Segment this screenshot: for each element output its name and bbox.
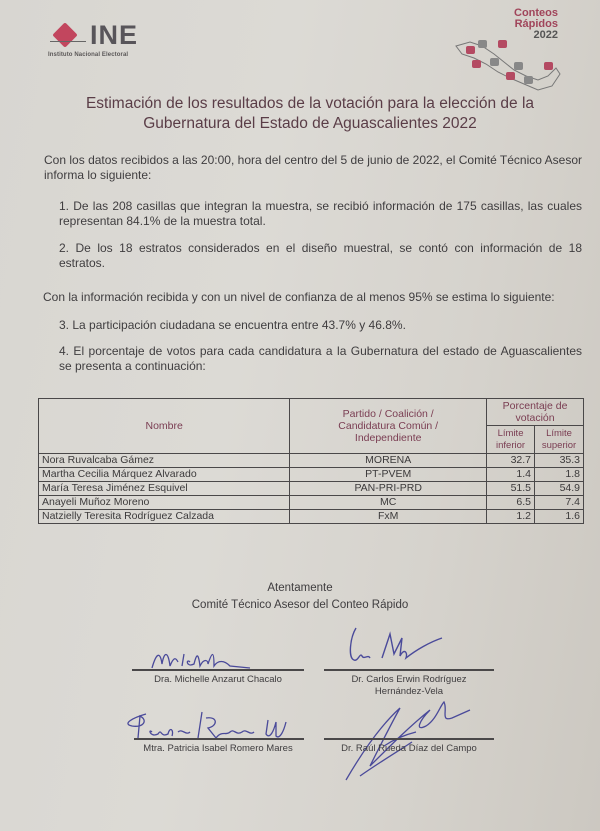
ine-subtitle: Instituto Nacional Electoral [48, 52, 129, 58]
limit-upper: 7.4 [535, 496, 584, 510]
limit-upper: 35.3 [535, 454, 584, 468]
table-row [39, 482, 584, 496]
candidate-party: MORENA [290, 454, 487, 468]
signature-raul [340, 696, 500, 786]
table-row [39, 468, 584, 482]
signature-line-3 [134, 738, 304, 740]
header-limite-inferior: Límite inferior [487, 426, 535, 454]
item-1-paragraph: 1. De las 208 casillas que integran la muestra, se recibió información de 175 casillas, las cuales representan 84.1% de la muestra total. [59, 199, 582, 228]
candidate-party: MC [290, 496, 487, 510]
limit-upper: 54.9 [535, 482, 584, 496]
candidate-name: María Teresa Jiménez Esquivel [39, 482, 290, 496]
header-nombre: Nombre [39, 399, 290, 454]
ine-acronym: INE [90, 20, 139, 50]
signatory-2-name-line1: Dr. Carlos Erwin Rodríguez [351, 674, 467, 685]
item-2-paragraph: 2. De los 18 estratos considerados en el diseño muestral, se contó con información de 18 estratos. [59, 241, 582, 270]
document-title [40, 94, 580, 134]
candidate-name: Nora Ruvalcaba Gámez [39, 454, 290, 468]
signature-patricia [118, 710, 318, 746]
item-3-paragraph: 3. La participación ciudadana se encuentra entre 43.7% y 46.8%. [59, 318, 406, 332]
candidate-party: PAN-PRI-PRD [290, 482, 487, 496]
title-line1: Estimación de los resultados de la votación para la elección de la [85, 95, 535, 112]
limit-lower: 32.7 [487, 454, 535, 468]
signatory-1-name: Dra. Michelle Anzarut Chacalo [154, 674, 282, 685]
signatory-4-name: Dr. Raúl Rueda Díaz del Campo [341, 743, 477, 754]
ine-logo [48, 20, 178, 60]
conteos-rapidos-logo [452, 8, 570, 88]
results-table [38, 398, 584, 524]
signature-line-2 [324, 669, 494, 671]
signature-line-1 [132, 669, 304, 671]
candidate-party: PT-PVEM [290, 468, 487, 482]
header-partido: Partido / Coalición / Candidatura Común / Independiente [290, 399, 487, 454]
conteos-line1: Conteos [514, 7, 558, 19]
signatory-2-name-line2: Hernández-Vela [374, 686, 444, 697]
title-line2: Gubernatura del Estado de Aguascalientes 2022 [143, 115, 477, 132]
intro-paragraph: Con los datos recibidos a las 20:00, hora del centro del 5 de junio de 2022, el Comité Técnico Asesor informa lo siguiente: [44, 153, 582, 182]
committee-name: Comité Técnico Asesor del Conteo Rápido [191, 599, 409, 611]
header-porcentaje: Porcentaje de votación [487, 399, 584, 426]
signatory-3-name: Mtra. Patricia Isabel Romero Mares [143, 743, 293, 754]
conteos-year: 2022 [533, 29, 558, 41]
table-row [39, 496, 584, 510]
limit-upper: 1.8 [535, 468, 584, 482]
signature-line-4 [324, 738, 494, 740]
limit-upper: 1.6 [535, 510, 584, 524]
ine-diamond-icon [52, 22, 77, 47]
limit-lower: 1.4 [487, 468, 535, 482]
candidate-name: Anayeli Muñoz Moreno [39, 496, 290, 510]
limit-lower: 51.5 [487, 482, 535, 496]
signatory-2-name [309, 674, 509, 698]
limit-lower: 1.2 [487, 510, 535, 524]
candidate-party: FxM [290, 510, 487, 524]
signature-carlos [346, 618, 456, 668]
limit-lower: 6.5 [487, 496, 535, 510]
table-row [39, 454, 584, 468]
mexico-map-ballot-boxes-icon [452, 29, 570, 92]
candidate-name: Martha Cecilia Márquez Alvarado [39, 468, 290, 482]
header-limite-superior: Límite superior [535, 426, 584, 454]
conteos-line2: Rápidos [514, 18, 558, 30]
ine-logo-line [50, 41, 86, 42]
confidence-paragraph: Con la información recibida y con un nivel de confianza de al menos 95% se estima lo siguiente: [43, 290, 555, 304]
salutation: Atentamente [267, 582, 333, 594]
candidate-name: Natzielly Teresita Rodríguez Calzada [39, 510, 290, 524]
table-row [39, 510, 584, 524]
item-4-paragraph: 4. El porcentaje de votos para cada candidatura a la Gubernatura del estado de Aguascalientes se presenta a continuación: [59, 344, 582, 373]
